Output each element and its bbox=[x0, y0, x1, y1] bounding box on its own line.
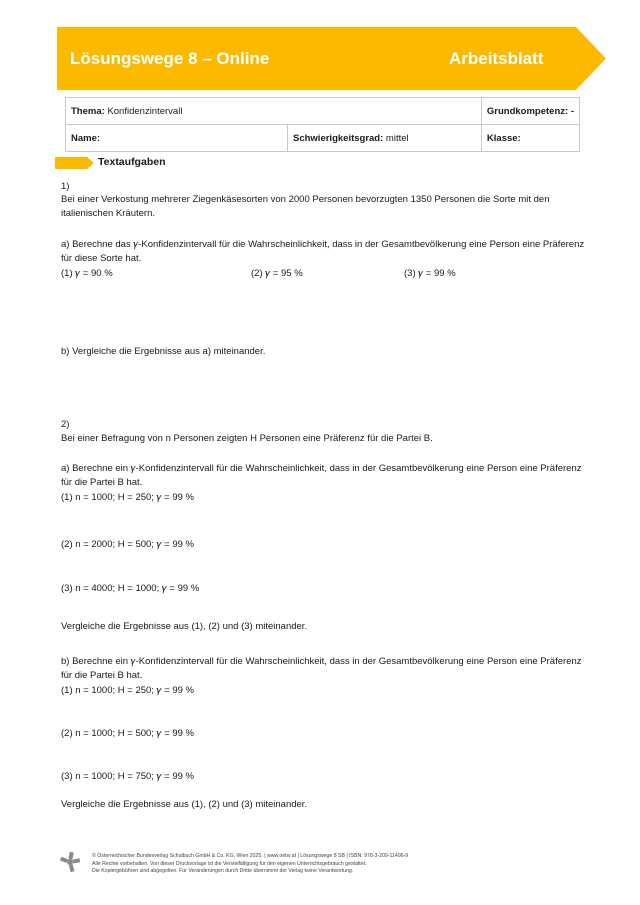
header-banner bbox=[57, 27, 606, 90]
task2-a-item-1: (1) n = 1000; H = 250; 𝛾 = 99 % bbox=[61, 492, 194, 503]
thema-label: Thema: bbox=[71, 105, 105, 117]
task2-b-line2: für die Partei B hat. bbox=[61, 670, 143, 681]
task2-a-item-2: (2) n = 2000; H = 500; 𝛾 = 99 % bbox=[61, 539, 194, 550]
footer-line-2: Alle Rechte vorbehalten. Von dieser Druckvorlage ist die Vervielfältigung für den eigenen Unterrichtsgebrauch gestattet. bbox=[92, 860, 367, 867]
footer-line-3: Die Kopiergebühren sind abgegolten. Für Veränderungen durch Dritte übernimmt der Verlag keine Verantwortung. bbox=[92, 868, 354, 874]
thema-value: Konfidenzintervall bbox=[107, 105, 183, 117]
name-label: Name: bbox=[71, 132, 101, 144]
header-title: Lösungswege 8 – Online bbox=[70, 49, 270, 68]
section-title: Textaufgaben bbox=[98, 156, 166, 168]
footer-copyright bbox=[92, 853, 408, 876]
section-arrow-icon bbox=[55, 156, 95, 170]
task2-text: Bei einer Befragung von n Personen zeigten H Personen eine Präferenz für die Partei B. bbox=[61, 433, 433, 444]
schwierigkeit-cell bbox=[288, 125, 482, 152]
info-table bbox=[65, 97, 580, 152]
thema-cell bbox=[66, 98, 482, 125]
task1-option-1: (1) 𝛾 = 90 % bbox=[61, 268, 113, 279]
publisher-logo-icon bbox=[60, 852, 80, 877]
task2-b-item-1: (1) n = 1000; H = 250; 𝛾 = 99 % bbox=[61, 685, 194, 696]
task2-b-item-3: (3) n = 1000; H = 750; 𝛾 = 99 % bbox=[61, 771, 194, 782]
schwierigkeit-value: mittel bbox=[385, 132, 409, 144]
task1-option-2: (2) 𝛾 = 95 % bbox=[251, 268, 303, 279]
task2-b-item-2: (2) n = 1000; H = 500; 𝛾 = 99 % bbox=[61, 728, 194, 739]
task1-number: 1) bbox=[61, 181, 70, 192]
grundkompetenz-label: Grundkompetenz: bbox=[486, 105, 569, 117]
task2-number: 2) bbox=[61, 419, 70, 430]
task1-option-3: (3) 𝛾 = 99 % bbox=[404, 268, 456, 279]
task2-a-item-3: (3) n = 4000; H = 1000; 𝛾 = 99 % bbox=[61, 583, 200, 594]
grundkompetenz-value: - bbox=[570, 105, 574, 117]
task2-b-line1: b) Berechne ein 𝛾-Konfidenzintervall für die Wahrscheinlichkeit, dass in der Gesamtbevölkerung eine Person eine Präferenz bbox=[61, 656, 582, 667]
footer-line-1: © Österreichischer Bundesverlag Schulbuch GmbH & Co. KG, Wien 2025. | www.oebv.at | Lösungswege 8 SB | ISBN: 978-3-209-11496-9 bbox=[92, 853, 409, 859]
task1-a-line2: für diese Sorte hat. bbox=[61, 253, 142, 264]
task2-a-compare: Vergleiche die Ergebnisse aus (1), (2) und (3) miteinander. bbox=[61, 621, 308, 632]
task1-a-line1: a) Berechne das 𝛾-Konfidenzintervall für die Wahrscheinlichkeit, dass in der Gesamtbevölkerung eine Person eine Präferenz bbox=[61, 239, 585, 250]
task1-text-line2: italienischen Kräutern. bbox=[61, 208, 155, 219]
name-cell bbox=[66, 125, 288, 152]
klasse-cell bbox=[481, 125, 579, 152]
header-type: Arbeitsblatt bbox=[449, 49, 544, 68]
task1-text-line1: Bei einer Verkostung mehrerer Ziegenkäsesorten von 2000 Personen bevorzugten 1350 Personen die Sorte mit den bbox=[61, 194, 550, 205]
task2-a-line2: für die Partei B hat. bbox=[61, 477, 143, 488]
schwierigkeit-label: Schwierigkeitsgrad: bbox=[293, 132, 384, 144]
task2-a-line1: a) Berechne ein 𝛾-Konfidenzintervall für die Wahrscheinlichkeit, dass in der Gesamtbevölkerung eine Person eine Präferenz bbox=[61, 463, 582, 474]
task2-b-compare: Vergleiche die Ergebnisse aus (1), (2) und (3) miteinander. bbox=[61, 799, 308, 810]
klasse-label: Klasse: bbox=[486, 132, 521, 144]
task1-b: b) Vergleiche die Ergebnisse aus a) miteinander. bbox=[61, 346, 266, 357]
grundkompetenz-cell bbox=[481, 98, 579, 125]
